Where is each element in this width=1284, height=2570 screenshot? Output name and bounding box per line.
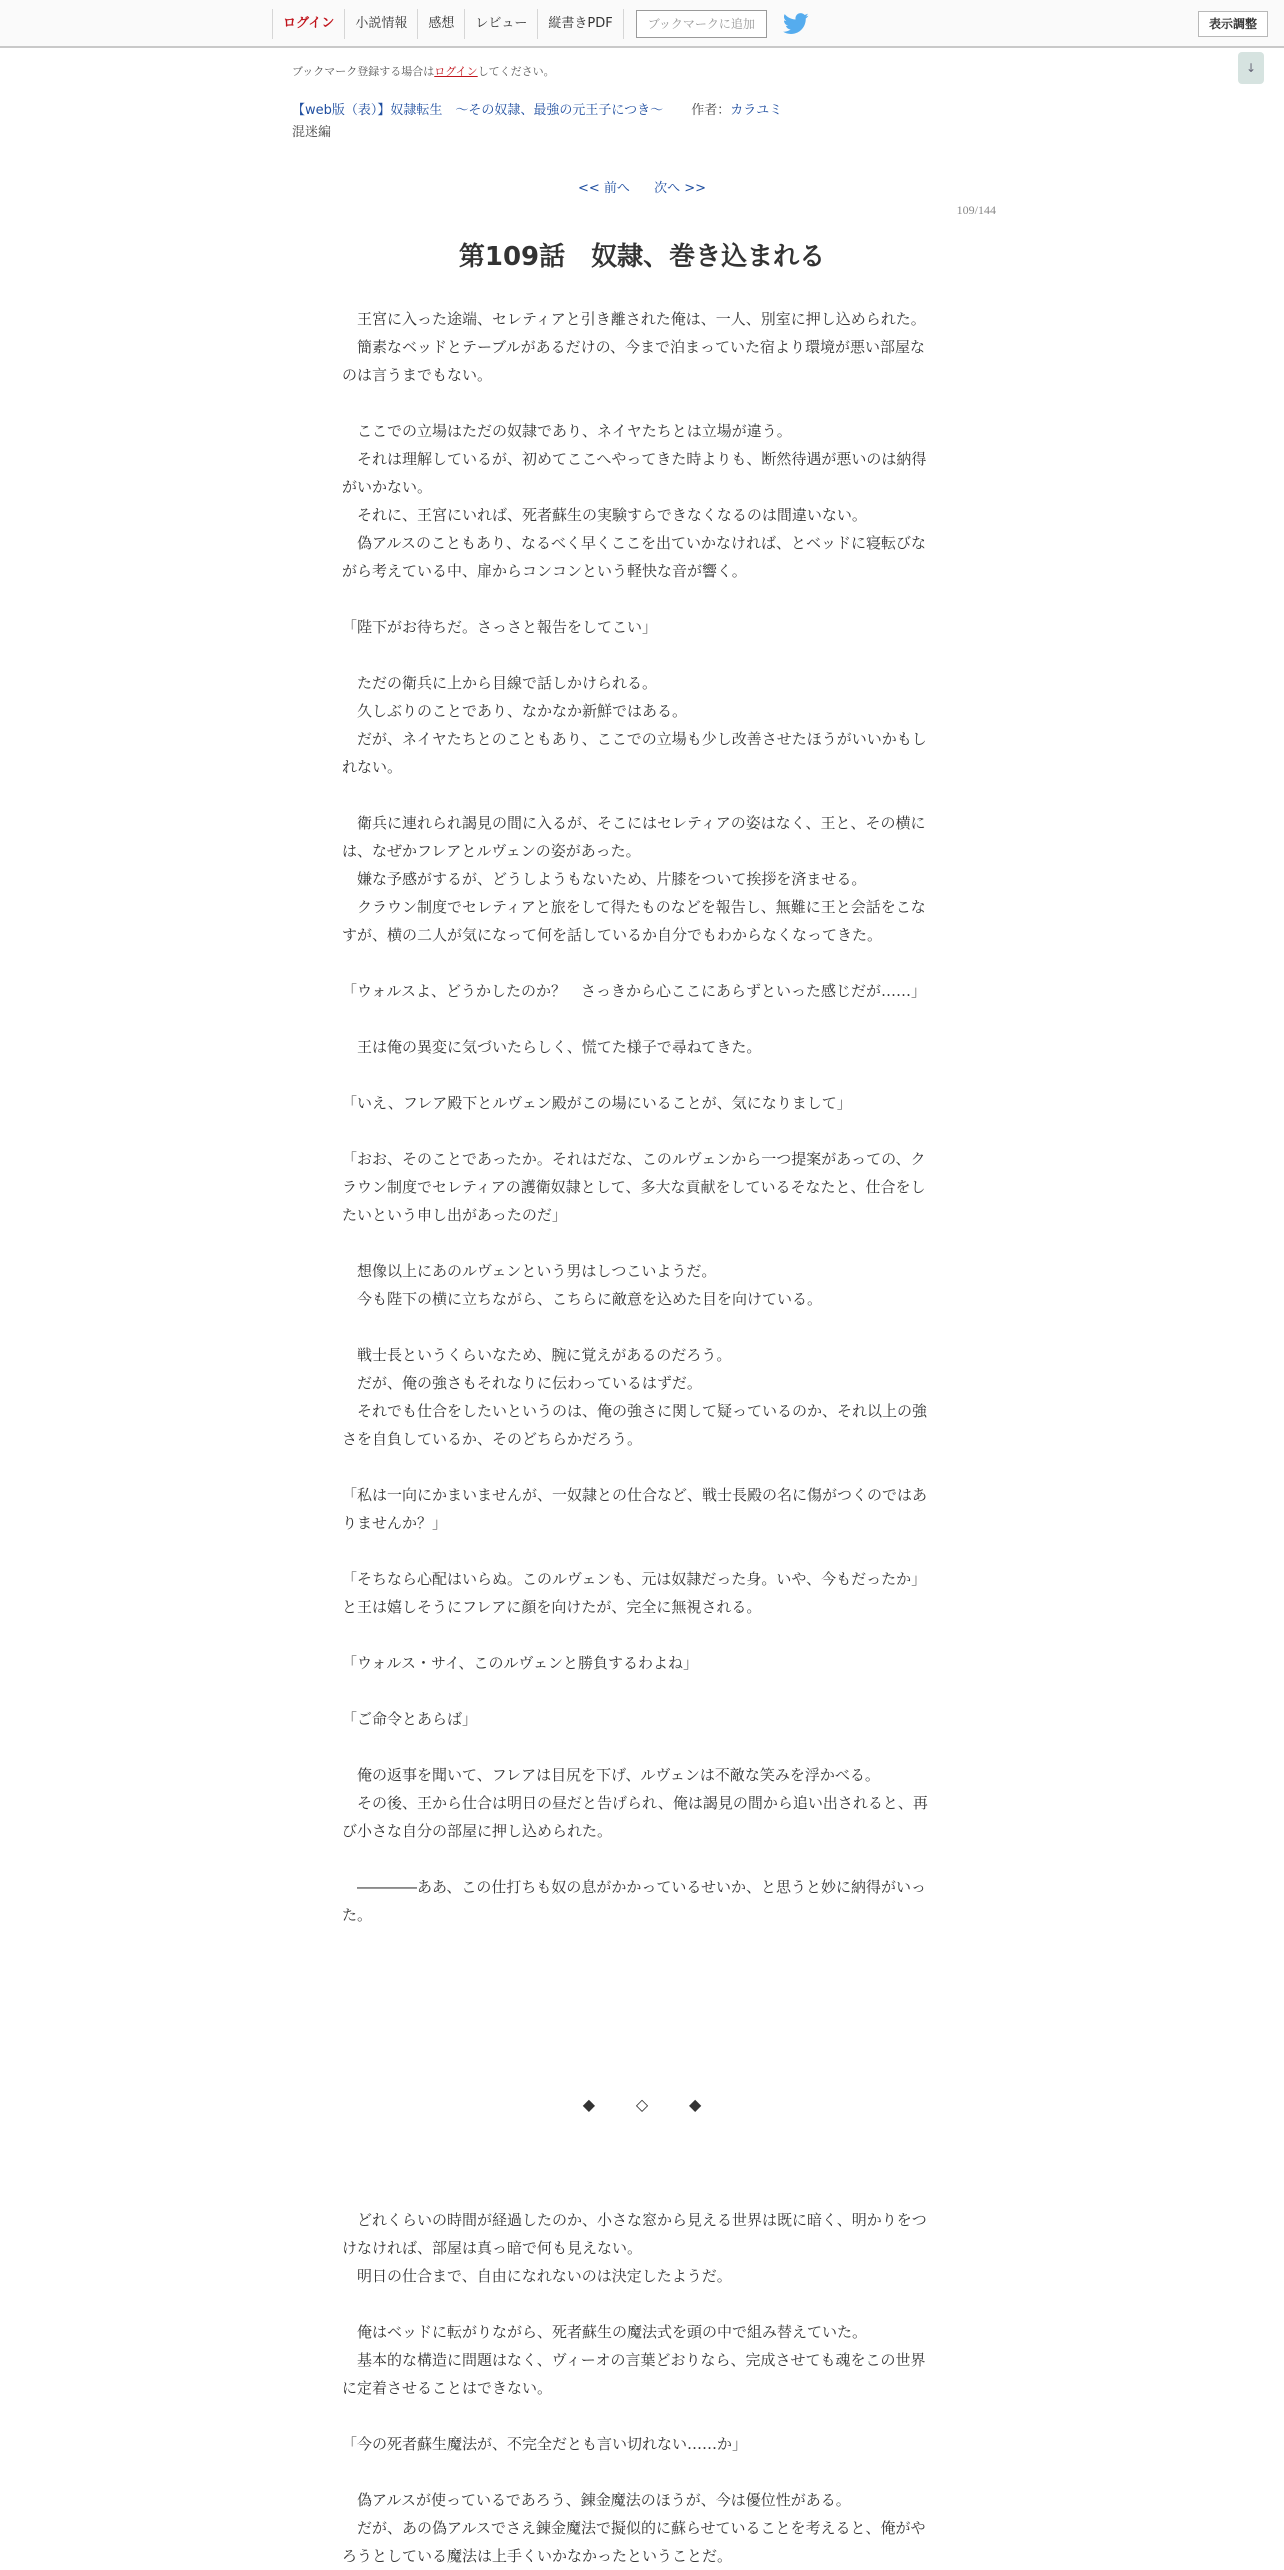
dialogue-line: 「ウォルスよ、どうかしたのか？ さっきから心ここにあらずといった感じだが……」 [342, 982, 926, 1000]
bookmark-notice-after: してください。 [477, 65, 555, 78]
display-settings-button[interactable]: 表示調整 [1198, 11, 1268, 37]
notice-login-link[interactable]: ログイン [434, 65, 478, 78]
blank-line [342, 585, 936, 613]
author-label: 作者： [691, 103, 731, 118]
paragraph: 俺はベッドに転がりながら、死者蘇生の魔法式を頭の中で組み替えていた。 [357, 2323, 868, 2341]
blank-line [342, 1061, 936, 1089]
chapter-title: 第109話 奴隷、巻き込まれる [458, 242, 826, 272]
blank-line [342, 1677, 936, 1705]
paragraph: 今も陛下の横に立ちながら、こちらに敵意を込めた目を向けている。 [357, 1290, 823, 1308]
top-header [0, 0, 1284, 48]
dialogue-line: 「ウォルス・サイ、このルヴェンと勝負するわよね」 [342, 1654, 698, 1672]
chapter-body-continued [342, 2206, 936, 2570]
blank-line [342, 1733, 936, 1761]
blank-line [342, 389, 936, 417]
blank-line [342, 2458, 936, 2486]
dialogue-line: 「陛下がお待ちだ。さっさと報告をしてこい」 [342, 618, 658, 636]
paragraph: 偽アルスのこともあり、なるべく早くここを出ていかなければ、とベッドに寝転びながら考えている中、扉からコンコンという軽快な音が響く。 [342, 534, 926, 580]
nav-reviews[interactable]: レビュー [464, 9, 537, 39]
paragraph: 王は俺の異変に気づいたらしく、慌てた様子で尋ねてきた。 [357, 1038, 762, 1056]
paragraph: 基本的な構造に問題はなく、ヴィーオの言葉どおりなら、完成させても魂をこの世界に定着させることはできない。 [342, 2351, 926, 2397]
paragraph: 久しぶりのことであり、なかなか新鮮ではある。 [357, 702, 688, 720]
next-link[interactable]: 次へ >> [654, 181, 706, 196]
separator-diamond-filled: ◆ [582, 2095, 596, 2114]
blank-line [342, 1537, 936, 1565]
twitter-bird-icon[interactable] [783, 13, 809, 35]
dialogue-line: 「おお、そのことであったか。それはだな、このルヴェンから一つ提案があっての、クラウン制度でセレティアの護衛奴隷として、多大な貢献をしているそなたと、仕合をしたいという申し出があったのだ」 [342, 1150, 926, 1224]
paragraph: その後、王から仕合は明日の昼だと告げられ、俺は謁見の間から追い出されると、再び小さな自分の部屋に押し込められた。 [342, 1794, 928, 1840]
paragraph: 明日の仕合まで、自由になれないのは決定したようだ。 [357, 2267, 732, 2285]
blank-line [342, 949, 936, 977]
nav-vertical-pdf[interactable]: 縦書きPDF [537, 9, 623, 39]
nav-login[interactable]: ログイン [272, 9, 344, 39]
paragraph: 王宮に入った途端、セレティアと引き離された俺は、一人、別室に押し込められた。 [357, 310, 926, 328]
blank-line [342, 2290, 936, 2318]
arc-title: 混迷編 [292, 125, 332, 140]
paragraph: ただの衛兵に上から目線で話しかけられる。 [357, 674, 658, 692]
paragraph: だが、ネイヤたちとのこともあり、ここでの立場も少し改善させたほうがいいかもしれない。 [342, 730, 927, 776]
paragraph: ――――ああ、この仕打ちも奴の息がかかっているせいか、と思うと妙に納得がいった。 [342, 1878, 926, 1924]
paragraph: 嫌な予感がするが、どうしようもないため、片膝をついて挨拶を済ませる。 [357, 870, 867, 888]
paragraph: だが、俺の強さもそれなりに伝わっているはずだ。 [357, 1374, 702, 1392]
bookmark-notice-before: ブックマーク登録する場合は [292, 65, 435, 78]
paragraph: 偽アルスが使っているであろう、錬金魔法のほうが、今は優位性がある。 [357, 2491, 851, 2509]
paragraph: ここでの立場はただの奴隷であり、ネイヤたちとは立場が違う。 [357, 422, 792, 440]
paragraph: 戦士長というくらいなため、腕に覚えがあるのだろう。 [357, 1346, 732, 1364]
dialogue-line: 「ご命令とあらば」 [342, 1710, 478, 1728]
author-link[interactable]: カラユミ [730, 103, 783, 118]
scene-separator [0, 2095, 1284, 2114]
dialogue-line: 「私は一向にかまいませんが、一奴隷との仕合など、戦士長殿の名に傷がつくのではありませんか？」 [342, 1486, 928, 1532]
blank-line [342, 1621, 936, 1649]
blank-line [342, 1229, 936, 1257]
paragraph: それは理解しているが、初めてここへやってきた時よりも、断然待遇が悪いのは納得がいかない。 [342, 450, 927, 496]
pager [0, 177, 1284, 196]
top-nav [272, 0, 809, 48]
paragraph: だが、あの偽アルスでさえ錬金魔法で擬似的に蘇らせていることを考えると、俺がやろうとしている魔法は上手くいかなかったということだ。 [342, 2519, 926, 2565]
chapter-body [342, 305, 936, 1929]
paragraph: 俺の返事を聞いて、フレアは目尻を下げ、ルヴェンは不敵な笑みを浮かべる。 [357, 1766, 880, 1784]
paragraph: それに、王宮にいれば、死者蘇生の実験すらできなくなるのは間違いない。 [357, 506, 867, 524]
separator-diamond-outline: ◇ [635, 2095, 649, 2114]
blank-line [342, 1313, 936, 1341]
paragraph: 簡素なベッドとテーブルがあるだけの、今まで泊まっていた宿より環境が悪い部屋なのは言うまでもない。 [342, 338, 926, 384]
blank-line [342, 1005, 936, 1033]
blank-line [342, 1845, 936, 1873]
paragraph: クラウン制度でセレティアと旅をして得たものなどを報告し、無難に王と会話をこなすが、横の二人が気になって何を話しているか自分でもわからなくなってきた。 [342, 898, 926, 944]
nav-novel-info[interactable]: 小説情報 [344, 9, 417, 39]
blank-line [342, 1453, 936, 1481]
series-line [292, 99, 782, 118]
blank-line [342, 641, 936, 669]
bookmark-add-button[interactable]: ブックマークに追加 [636, 10, 767, 38]
scroll-down-button[interactable]: ↓ [1238, 52, 1264, 84]
paragraph: それでも仕合をしたいというのは、俺の強さに関して疑っているのか、それ以上の強さを自負しているか、そのどちらかだろう。 [342, 1402, 928, 1448]
dialogue-line: 「いえ、フレア殿下とルヴェン殿がこの場にいることが、気になりまして」 [342, 1094, 852, 1112]
separator-diamond-filled: ◆ [688, 2095, 702, 2114]
blank-line [342, 2402, 936, 2430]
paragraph: 衛兵に連れられ謁見の間に入るが、そこにはセレティアの姿はなく、王と、その横には、なぜかフレアとルヴェンの姿があった。 [342, 814, 926, 860]
nav-impressions[interactable]: 感想 [417, 9, 464, 39]
prev-link[interactable]: << 前へ [578, 181, 630, 196]
blank-line [342, 781, 936, 809]
dialogue-line: 「今の死者蘇生魔法が、不完全だとも言い切れない……か」 [342, 2435, 748, 2453]
blank-line [342, 1117, 936, 1145]
page-count: 109/144 [956, 203, 996, 217]
bookmark-notice [292, 63, 555, 79]
paragraph: 想像以上にあのルヴェンという男はしつこいようだ。 [357, 1262, 717, 1280]
series-title-link[interactable]: 【web版（表）】奴隷転生 ～その奴隷、最強の元王子につき～ [292, 103, 664, 118]
paragraph: どれくらいの時間が経過したのか、小さな窓から見える世界は既に暗く、明かりをつけなければ、部屋は真っ暗で何も見えない。 [342, 2211, 927, 2257]
dialogue-line: 「そちなら心配はいらぬ。このルヴェンも、元は奴隷だった身。いや、今もだったか」と王は嬉しそうにフレアに顔を向けたが、完全に無視される。 [342, 1570, 927, 1616]
